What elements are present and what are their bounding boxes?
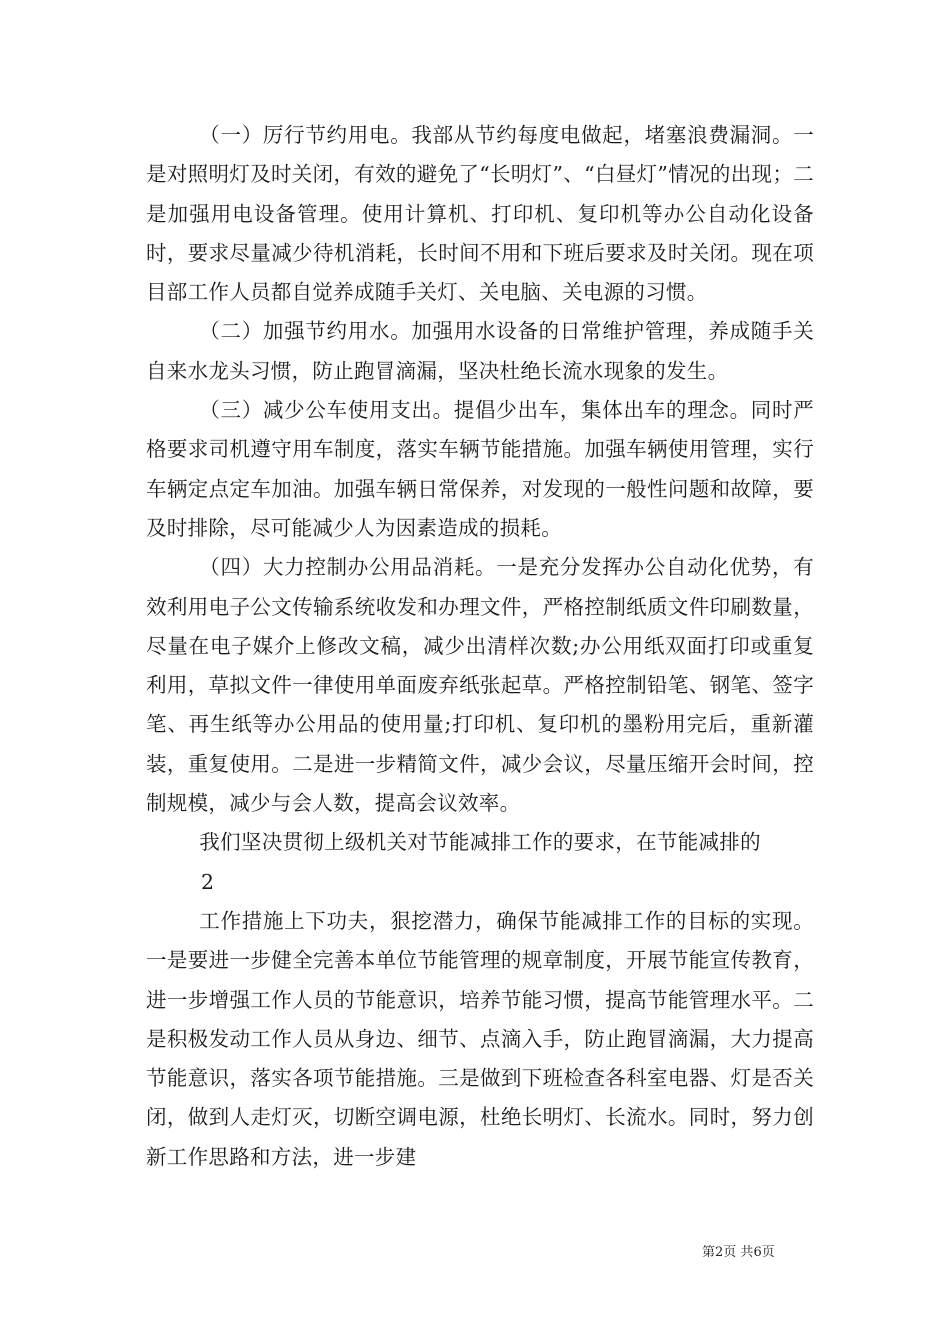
footer-suffix: 页 bbox=[761, 1245, 775, 1260]
paragraph-commitment: 我们坚决贯彻上级机关对节能减排工作的要求，在节能减排的 bbox=[199, 830, 761, 855]
inline-page-marker: 2 bbox=[201, 869, 215, 894]
paragraph-measures: 工作措施上下功夫，狠挖潜力，确保节能减排工作的目标的实现。一是要进一步健全完善本单位节能管理的规章制度，开展节能宣传教育，进一步增强工作人员的节能意识，培养节能习惯，提高节能管理水平。二是积极发动工作人员从身边、细节、点滴入手，防止跑冒滴漏，大力提高节能意识，落实各项节能措施。三是做到下班检查各科室电器、灯是否关闭，做到人走灯灭，切断空调电源，杜绝长明灯、长流水。同时，努力创新工作思路和方法，进一步建 bbox=[146, 908, 814, 1169]
footer-prefix: 第 bbox=[702, 1245, 716, 1260]
footer-total-pages: 6 bbox=[753, 1245, 762, 1260]
paragraph-electricity: （一）厉行节约用电。我部从节约每度电做起，堵塞浪费漏洞。一是对照明灯及时关闭，有效的避免了“长明灯”、“白昼灯”情况的出现；二是加强用电设备管理。使用计算机、打印机、复印机等办公自动化设备时，要求尽量减少待机消耗，长时间不用和下班后要求及时关闭。现在项目部工作人员都自觉养成随手关灯、关电脑、关电源的习惯。 bbox=[146, 123, 814, 305]
paragraph-water: （二）加强节约用水。加强用水设备的日常维护管理，养成随手关自来水龙头习惯，防止跑冒滴漏，坚决杜绝长流水现象的发生。 bbox=[146, 319, 814, 383]
paragraph-office-supplies: （四）大力控制办公用品消耗。一是充分发挥办公自动化优势，有效利用电子公文传输系统收发和办理文件，严格控制纸质文件印刷数量，尽量在电子媒介上修改文稿，减少出清样次数;办公用纸双面打印或重复利用，草拟文件一律使用单面废弃纸张起草。严格控制铅笔、钢笔、签字笔、再生纸等办公用品的使用量;打印机、复印机的墨粉用完后，重新灌装，重复使用。二是进一步精简文件，减少会议，尽量压缩开会时间，控制规模，减少与会人数，提高会议效率。 bbox=[146, 555, 814, 816]
page-footer bbox=[702, 1244, 822, 1262]
footer-middle: 页 共 bbox=[723, 1245, 754, 1260]
footer-current-page: 2 bbox=[715, 1245, 724, 1260]
document-body bbox=[146, 116, 814, 1177]
paragraph-vehicles: （三）减少公车使用支出。提倡少出车，集体出车的理念。同时严格要求司机遵守用车制度，落实车辆节能措施。加强车辆使用管理，实行车辆定点定车加油。加强车辆日常保养，对发现的一般性问题和故障，要及时排除，尽可能减少人为因素造成的损耗。 bbox=[146, 398, 814, 540]
